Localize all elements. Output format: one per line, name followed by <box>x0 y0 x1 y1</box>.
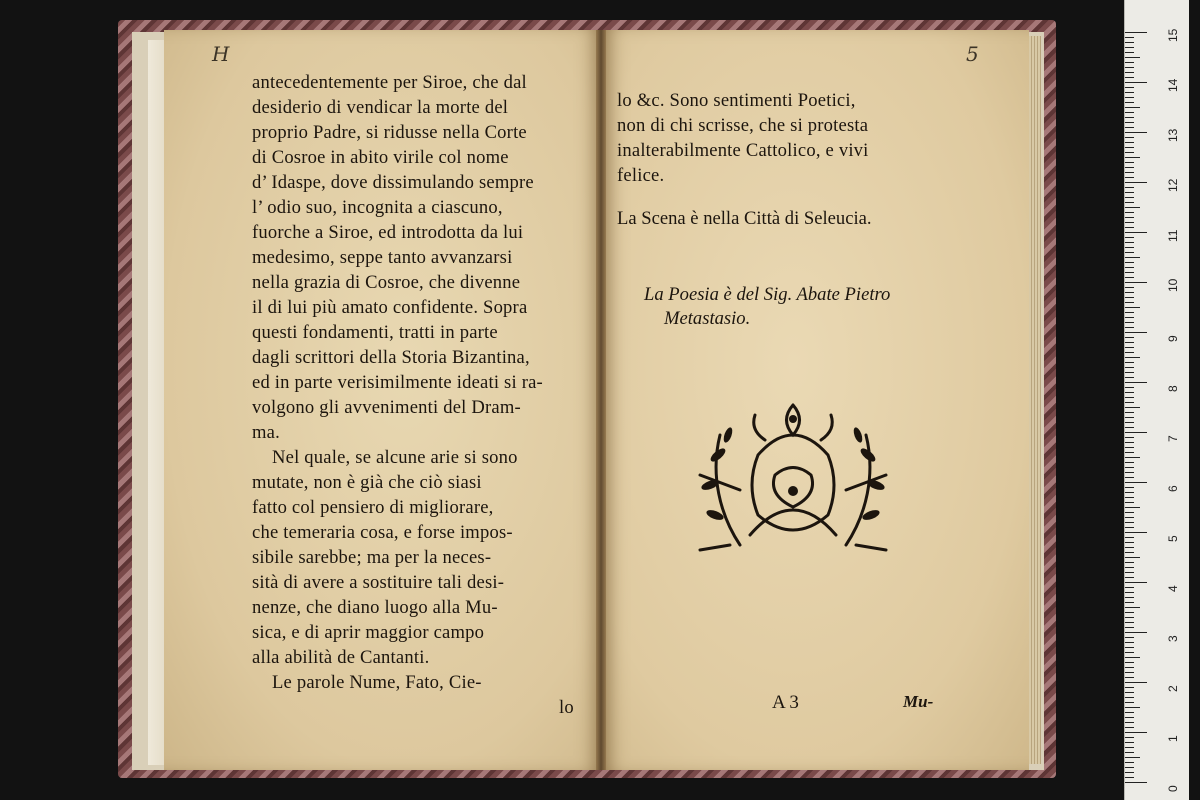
ruler-tick <box>1125 87 1134 88</box>
ruler-tick <box>1125 92 1134 93</box>
ruler-tick <box>1125 322 1134 323</box>
ruler-tick <box>1125 167 1134 168</box>
ruler-tick <box>1125 542 1134 543</box>
ruler-tick <box>1125 642 1134 643</box>
ruler-tick <box>1125 602 1134 603</box>
ruler-tick <box>1125 562 1134 563</box>
ruler-tick <box>1125 767 1134 768</box>
ruler-tick <box>1125 297 1134 298</box>
text-line: Nel quale, se alcune arie si sono <box>272 447 518 468</box>
ruler-tick <box>1125 702 1134 703</box>
ruler-tick <box>1125 82 1147 83</box>
ruler-tick <box>1125 317 1134 318</box>
ruler-tick <box>1125 427 1134 428</box>
ruler-tick <box>1125 242 1134 243</box>
ruler-tick <box>1125 737 1134 738</box>
ruler-number: 5 <box>1166 535 1180 542</box>
ruler-tick <box>1125 462 1134 463</box>
ruler-tick <box>1125 592 1134 593</box>
ruler-tick <box>1125 152 1134 153</box>
ruler-tick <box>1125 367 1134 368</box>
text-line: non di chi scrisse, che si protesta <box>617 115 869 136</box>
ruler-tick <box>1125 222 1134 223</box>
text-line: l’ odio suo, incognita a ciascuno, <box>252 197 503 218</box>
ruler-tick <box>1125 502 1134 503</box>
text-line: fatto col pensiero di migliorare, <box>252 497 494 518</box>
ruler-tick <box>1125 177 1134 178</box>
page-edges <box>1029 36 1041 764</box>
ruler-tick <box>1125 207 1140 208</box>
ruler-tick <box>1125 582 1147 583</box>
ruler-tick <box>1125 512 1134 513</box>
ruler-tick <box>1125 342 1134 343</box>
ruler-tick <box>1125 172 1134 173</box>
ruler-number: 4 <box>1166 585 1180 592</box>
text-line: antecedentemente per Siroe, che dal <box>252 72 527 93</box>
ruler-number: 12 <box>1166 178 1180 192</box>
ruler-tick <box>1125 557 1140 558</box>
ruler-number: 1 <box>1166 735 1180 742</box>
ruler-tick <box>1125 382 1147 383</box>
ruler-number: 14 <box>1166 78 1180 92</box>
ruler-tick <box>1125 532 1147 533</box>
ruler-number: 0 <box>1166 785 1180 792</box>
ruler-tick <box>1125 287 1134 288</box>
ruler-tick <box>1125 717 1134 718</box>
ruler-tick <box>1125 692 1134 693</box>
ruler-tick <box>1125 622 1134 623</box>
text-line: sica, e di aprir maggior campo <box>252 622 485 643</box>
text-line: di Cosroe in abito virile col nome <box>252 147 509 168</box>
ruler-tick <box>1125 612 1134 613</box>
text-line: inalterabilmente Cattolico, e vivi <box>617 140 869 161</box>
ruler-tick <box>1125 552 1134 553</box>
ruler-tick <box>1125 507 1140 508</box>
ruler-tick <box>1125 432 1147 433</box>
ruler-number: 13 <box>1166 128 1180 142</box>
ruler-tick <box>1125 132 1147 133</box>
ruler-tick <box>1125 742 1134 743</box>
text-line: nenze, che diano luogo alla Mu- <box>252 597 498 618</box>
ruler-tick <box>1125 352 1134 353</box>
ruler-tick <box>1125 697 1134 698</box>
ruler-tick <box>1125 747 1134 748</box>
ruler-number: 9 <box>1166 335 1180 342</box>
ruler-number: 15 <box>1166 28 1180 42</box>
ruler-tick <box>1125 212 1134 213</box>
ruler-tick <box>1125 157 1140 158</box>
ruler-tick <box>1125 232 1147 233</box>
ruler-tick <box>1125 442 1134 443</box>
ruler-tick <box>1125 517 1134 518</box>
text-line: medesimo, seppe tanto avvanzarsi <box>252 247 513 268</box>
ruler-tick <box>1125 377 1134 378</box>
ruler-tick <box>1125 632 1147 633</box>
ruler-tick <box>1125 437 1134 438</box>
ruler-tick <box>1125 127 1134 128</box>
ruler-tick <box>1125 312 1134 313</box>
ruler-number: 7 <box>1166 435 1180 442</box>
text-line: ed in parte verisimilmente ideati si ra- <box>252 372 543 393</box>
ruler-tick <box>1125 407 1140 408</box>
text-line: sibile sarebbe; ma per la neces- <box>252 547 492 568</box>
ruler-tick <box>1125 752 1134 753</box>
scene-line: La Scena è nella Città di Seleucia. <box>617 208 872 229</box>
ruler-tick <box>1125 772 1134 773</box>
ruler-tick <box>1125 192 1134 193</box>
text-line: nella grazia di Cosroe, che divenne <box>252 272 521 293</box>
ruler-tick <box>1125 262 1134 263</box>
ruler-tick <box>1125 52 1134 53</box>
ruler-tick <box>1125 672 1134 673</box>
ruler-tick <box>1125 627 1134 628</box>
text-line: desiderio di vendicar la morte del <box>252 97 509 118</box>
ruler-tick <box>1125 302 1134 303</box>
ruler-tick <box>1125 247 1134 248</box>
ruler-tick <box>1125 337 1134 338</box>
right-page-text <box>617 88 977 188</box>
ruler-number: 11 <box>1166 229 1180 242</box>
ruler-tick <box>1125 332 1147 333</box>
text-line: ma. <box>252 422 280 443</box>
left-page-mark: H <box>212 42 230 66</box>
author-credit <box>644 283 890 331</box>
ruler-tick <box>1125 307 1140 308</box>
ruler-tick <box>1125 122 1134 123</box>
ruler-tick <box>1125 217 1134 218</box>
ruler-tick <box>1125 347 1134 348</box>
text-line: sità di avere a sostituire tali desi- <box>252 572 505 593</box>
ruler-tick <box>1125 587 1134 588</box>
text-line: dagli scrittori della Storia Bizantina, <box>252 347 530 368</box>
ruler-tick <box>1125 577 1134 578</box>
ruler-tick <box>1125 682 1147 683</box>
ruler-tick <box>1125 607 1140 608</box>
ruler-tick <box>1125 572 1134 573</box>
ruler-tick <box>1125 252 1134 253</box>
ruler-tick <box>1125 617 1134 618</box>
ruler-tick <box>1125 537 1134 538</box>
ruler-tick <box>1125 257 1140 258</box>
ruler-tick <box>1125 227 1134 228</box>
text-line: proprio Padre, si ridusse nella Corte <box>252 122 527 143</box>
text-line: il di lui più amato confidente. Sopra <box>252 297 528 318</box>
text-line: felice. <box>617 165 665 186</box>
ruler-tick <box>1125 387 1134 388</box>
ruler-number: 10 <box>1166 278 1180 292</box>
ruler-tick <box>1125 567 1134 568</box>
text-line: fuorche a Siroe, ed introdotta da lui <box>252 222 524 243</box>
ruler-tick <box>1125 597 1134 598</box>
text-line: lo &c. Sono sentimenti Poetici, <box>617 90 856 111</box>
ruler-tick <box>1125 107 1140 108</box>
ruler-tick <box>1125 202 1134 203</box>
ruler-tick <box>1125 117 1134 118</box>
ruler-tick <box>1125 57 1140 58</box>
ruler-number: 3 <box>1166 635 1180 642</box>
ruler-tick <box>1125 187 1134 188</box>
ruler-tick <box>1125 547 1134 548</box>
book-gutter <box>596 30 606 770</box>
ruler-tick <box>1125 477 1134 478</box>
ruler-tick <box>1125 182 1147 183</box>
ruler-tick <box>1125 732 1147 733</box>
text-line: questi fondamenti, tratti in parte <box>252 322 498 343</box>
ruler-tick <box>1125 647 1134 648</box>
ruler-tick <box>1125 137 1134 138</box>
ruler-tick <box>1125 147 1134 148</box>
ruler-tick <box>1125 482 1147 483</box>
ruler-tick <box>1125 652 1134 653</box>
ruler-tick <box>1125 282 1147 283</box>
catchword: Mu- <box>903 692 934 711</box>
ruler-tick <box>1125 467 1134 468</box>
ruler-tick <box>1125 112 1134 113</box>
ruler-tick <box>1125 42 1134 43</box>
text-line: lo <box>559 697 574 718</box>
text-line: mutate, non è già che ciò siasi <box>252 472 482 493</box>
ruler-number: 2 <box>1166 685 1180 692</box>
ruler-tick <box>1125 162 1134 163</box>
credit-line: La Poesia è del Sig. Abate Pietro <box>644 284 891 305</box>
ruler-tick <box>1125 357 1140 358</box>
ruler-tick <box>1125 32 1147 33</box>
ruler-tick <box>1125 237 1134 238</box>
signature-mark: A 3 <box>772 692 799 713</box>
ruler-tick <box>1125 777 1134 778</box>
ruler-tick <box>1125 197 1134 198</box>
ruler-tick <box>1125 267 1134 268</box>
ruler-tick <box>1125 102 1134 103</box>
text-line: alla abilità de Cantanti. <box>252 647 430 668</box>
ruler-tick <box>1125 277 1134 278</box>
ruler-tick <box>1125 372 1134 373</box>
ruler-tick <box>1125 637 1134 638</box>
ruler-tick <box>1125 762 1134 763</box>
ruler-tick <box>1125 292 1134 293</box>
ruler-tick <box>1125 142 1134 143</box>
ruler-tick <box>1125 72 1134 73</box>
ruler-tick <box>1125 722 1134 723</box>
ruler-number: 8 <box>1166 385 1180 392</box>
ruler-tick <box>1125 522 1134 523</box>
ruler-tick <box>1125 412 1134 413</box>
text-line: d’ Idaspe, dove dissimulando sempre <box>252 172 534 193</box>
measuring-ruler <box>1124 0 1189 800</box>
ruler-tick <box>1125 487 1134 488</box>
ruler-tick <box>1125 457 1140 458</box>
ruler-tick <box>1125 362 1134 363</box>
ruler-tick <box>1125 62 1134 63</box>
right-page-mark: 5 <box>966 42 979 66</box>
ruler-tick <box>1125 392 1134 393</box>
ruler-tick <box>1125 667 1134 668</box>
ruler-tick <box>1125 677 1134 678</box>
ruler-tick <box>1125 492 1134 493</box>
ruler-tick <box>1125 757 1140 758</box>
text-line: Le parole Nume, Fato, Cie- <box>272 672 482 693</box>
ruler-tick <box>1125 657 1140 658</box>
ruler-tick <box>1125 417 1134 418</box>
ruler-tick <box>1125 402 1134 403</box>
ruler-tick <box>1125 397 1134 398</box>
ruler-tick <box>1125 707 1140 708</box>
credit-line: Metastasio. <box>664 308 751 329</box>
printers-ornament <box>680 395 906 555</box>
ruler-tick <box>1125 497 1134 498</box>
ruler-tick <box>1125 527 1134 528</box>
ruler-tick <box>1125 452 1134 453</box>
ruler-tick <box>1125 37 1134 38</box>
ruler-tick <box>1125 472 1134 473</box>
ruler-tick <box>1125 67 1134 68</box>
ruler-number: 6 <box>1166 485 1180 492</box>
text-line: volgono gli avvenimenti del Dram- <box>252 397 521 418</box>
ruler-tick <box>1125 727 1134 728</box>
ruler-tick <box>1125 687 1134 688</box>
ruler-tick <box>1125 97 1134 98</box>
ruler-tick <box>1125 47 1134 48</box>
ruler-tick <box>1125 712 1134 713</box>
ruler-tick <box>1125 327 1134 328</box>
ruler-tick <box>1125 447 1134 448</box>
ruler-tick <box>1125 77 1134 78</box>
ruler-tick <box>1125 662 1134 663</box>
left-page-text <box>252 70 597 720</box>
ruler-tick <box>1125 782 1147 783</box>
ruler-tick <box>1125 422 1134 423</box>
ruler-tick <box>1125 272 1134 273</box>
text-line: che temeraria cosa, e forse impos- <box>252 522 513 543</box>
